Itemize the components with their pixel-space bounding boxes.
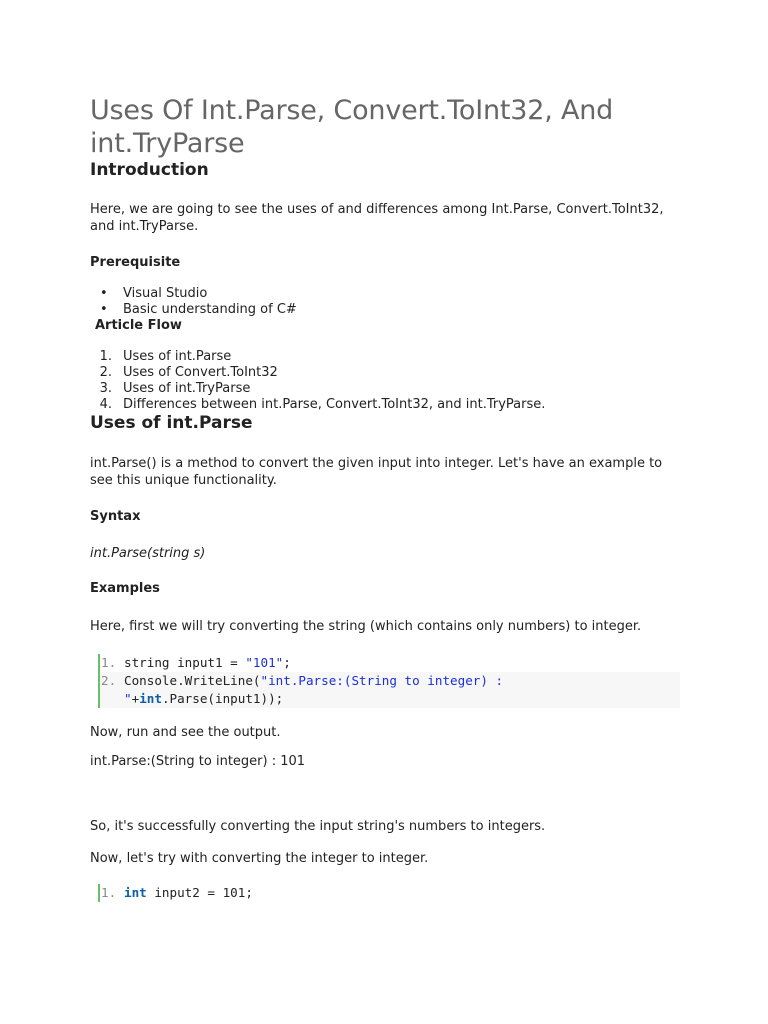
prerequisite-list — [90, 286, 650, 318]
list-item: 1. Uses of int.Parse — [99, 349, 232, 364]
code-line: 1. string input1 = "101"; — [101, 655, 291, 670]
syntax-heading: Syntax — [90, 509, 141, 524]
examples-heading: Examples — [90, 581, 160, 596]
list-item: 3. Uses of int.TryParse — [99, 381, 251, 396]
int-parse-heading: Uses of int.Parse — [90, 413, 253, 433]
output-text: int.Parse:(String to integer) : 101 — [90, 754, 306, 769]
code-line: 2. Console.WriteLine("int.Parse:(String to integer) : — [100, 672, 680, 690]
success-text: So, it's successfully converting the input string's numbers to integers. — [90, 819, 546, 834]
example-intro: Here, first we will try converting the string (which contains only numbers) to integer. — [90, 619, 642, 634]
list-item: • Visual Studio — [100, 286, 208, 301]
list-item: 4. Differences between int.Parse, Convert.ToInt32, and int.TryParse. — [99, 397, 546, 412]
syntax-text: int.Parse(string s) — [90, 546, 206, 561]
code-block — [98, 654, 680, 708]
prerequisite-heading: Prerequisite — [90, 255, 181, 270]
next-text: Now, let's try with converting the integer to integer. — [90, 851, 429, 866]
list-item: • Basic understanding of C# — [100, 302, 297, 317]
introduction-text: Here, we are going to see the uses of and differences among Int.Parse, Convert.ToInt32, and int.TryParse. — [90, 202, 664, 234]
introduction-heading: Introduction — [90, 160, 209, 180]
list-item: 2. Uses of Convert.ToInt32 — [99, 365, 278, 380]
code-line-continuation: "+int.Parse(input1)); — [100, 690, 680, 708]
code-line: 1. int input2 = 101; — [101, 885, 253, 900]
int-parse-description: int.Parse() is a method to convert the given input into integer. Let's have an example to see this unique functionality. — [90, 456, 663, 488]
article-flow-list — [90, 349, 680, 413]
run-text: Now, run and see the output. — [90, 725, 281, 740]
page-title: Uses Of Int.Parse, Convert.ToInt32, And int.TryParse — [90, 95, 614, 159]
article-flow-heading: Article Flow — [95, 318, 182, 333]
code-block-2 — [98, 884, 680, 902]
